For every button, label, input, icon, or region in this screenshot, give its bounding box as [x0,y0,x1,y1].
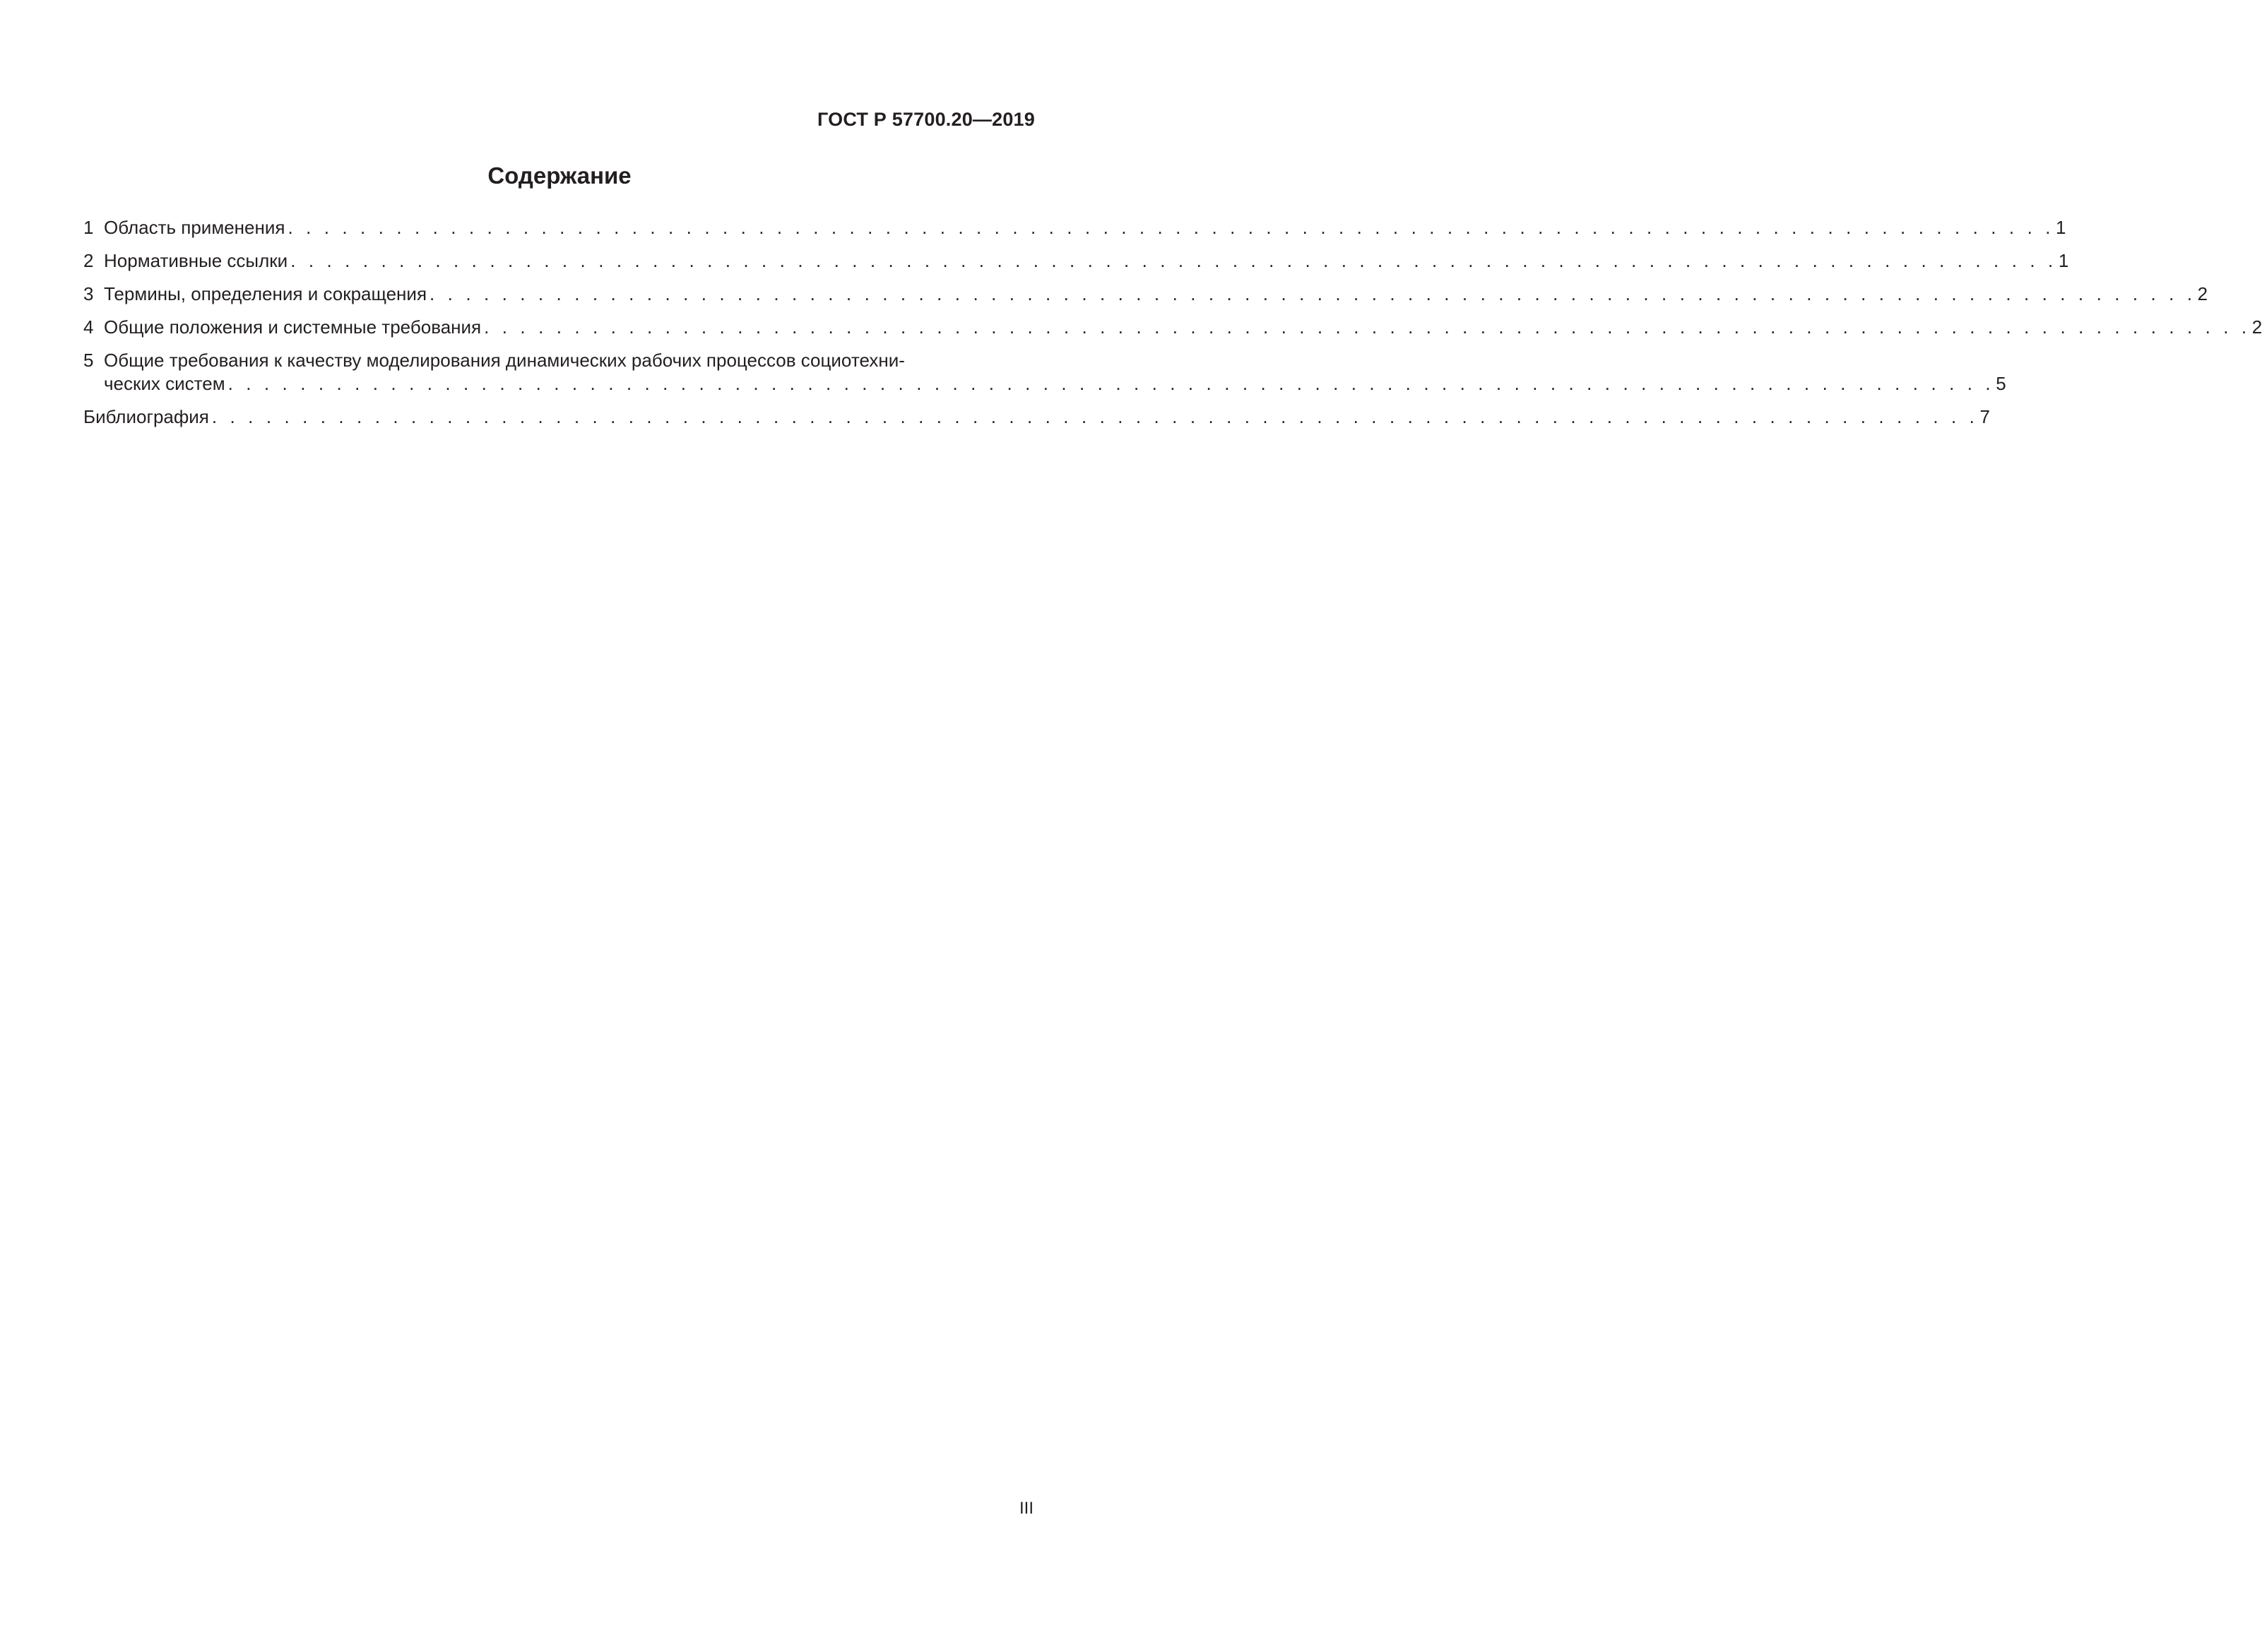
toc-entry-number: 4 [83,316,94,338]
toc-entry-page: 2 [2251,316,2262,338]
page-number: III [1019,1499,1034,1518]
toc-leader-dots: . . . . . . . . . . . . . . . . . . . . . . . . . . . . . . . . . . . . . . . . . . . . . . . . . . . . . . . . . . . . . . . . . . . . . . . . . . . . . . . . . . . . . . . . . . . . . . . . . . [290,250,2057,271]
toc-leader-dots: . . . . . . . . . . . . . . . . . . . . . . . . . . . . . . . . . . . . . . . . . . . . . . . . . . . . . . . . . . . . . . . . . . . . . . . . . . . . . . . . . . . . . . . . . . . . . . . . . . [227,373,1995,394]
toc-entry-number: 1 [83,217,94,238]
toc-entry-page: 1 [2058,250,2069,271]
table-of-contents [83,216,2262,439]
toc-entry[interactable] [83,349,2006,396]
toc-leader-dots: . . . . . . . . . . . . . . . . . . . . . . . . . . . . . . . . . . . . . . . . . . . . . . . . . . . . . . . . . . . . . . . . . . . . . . . . . . . . . . . . . . . . . . . . . . . . . . . . . . [484,316,2251,338]
toc-leader-dots: . . . . . . . . . . . . . . . . . . . . . . . . . . . . . . . . . . . . . . . . . . . . . . . . . . . . . . . . . . . . . . . . . . . . . . . . . . . . . . . . . . . . . . . . . . . . . . . . . . [288,217,2055,238]
toc-leader-dots: . . . . . . . . . . . . . . . . . . . . . . . . . . . . . . . . . . . . . . . . . . . . . . . . . . . . . . . . . . . . . . . . . . . . . . . . . . . . . . . . . . . . . . . . . . . . . . . . . . [211,406,1979,427]
toc-entry-title: Область применения [104,217,285,238]
toc-entry-title: Нормативные ссылки [104,250,288,271]
toc-entry[interactable] [83,216,2066,239]
toc-entry[interactable] [83,283,2208,306]
toc-entry-title: Библиография [83,406,209,427]
toc-entry-page: 7 [1979,406,1990,427]
toc-entry-title: Общие положения и системные требования [104,316,482,338]
document-code: ГОСТ Р 57700.20—2019 [817,109,1035,130]
toc-entry-number: 5 [83,350,94,371]
toc-entry-page: 5 [1996,373,2006,394]
toc-leader-dots: . . . . . . . . . . . . . . . . . . . . . . . . . . . . . . . . . . . . . . . . . . . . . . . . . . . . . . . . . . . . . . . . . . . . . . . . . . . . . . . . . . . . . . . . . . . . . . . . . . [430,283,2196,304]
toc-entry-number: 3 [83,283,94,304]
toc-entry-page: 1 [2056,217,2066,238]
toc-entry-bibliography[interactable] [83,405,1990,429]
toc-entry[interactable] [83,316,2262,339]
toc-entry-number: 2 [83,250,94,271]
toc-entry-title-line1: Общие требования к качеству моделирования динамических рабочих процессов социотехни- [104,350,905,371]
toc-entry-title: Термины, определения и сокращения [104,283,427,304]
toc-entry-page: 2 [2197,283,2208,304]
toc-title: Содержание [487,162,632,189]
toc-entry-title-line2: ческих систем [104,373,225,394]
toc-entry[interactable] [83,249,2069,273]
